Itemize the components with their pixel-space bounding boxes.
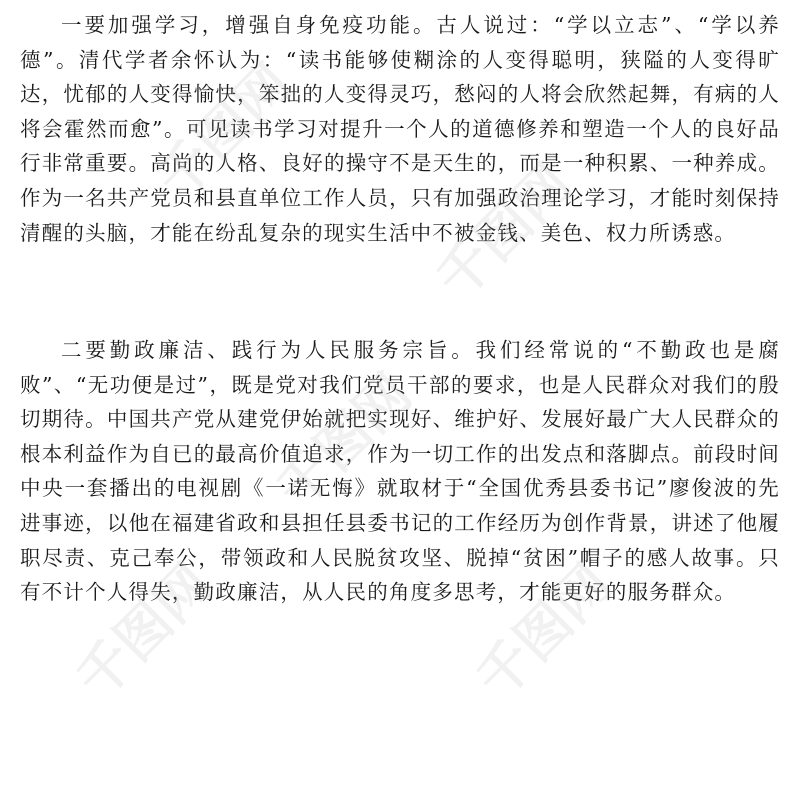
- paragraph-diligence: 二要勤政廉洁、践行为人民服务宗旨。我们经常说的“不勤政也是腐败”、“无功便是过”，既是党对我们党员干部的要求，也是人民群众对我们的殷切期待。中国共产党从建党伊始就把实现好、维护好、发展好最广大人民群众的根本利益作为自已的最高价值追求，作为一切工作的出发点和落脚点。前段时间中央一套播出的电视剧《一诺无悔》就取材于“全国优秀县委书记”廖俊波的先进事迹，以他在福建省政和县担任县委书记的工作经历为创作背景，讲述了他履职尽责、克己奉公，带领政和人民脱贫攻坚、脱掉“贫困”帽子的感人故事。只有不计个人得失，勤政廉洁，从人民的角度多思考，才能更好的服务群众。: [20, 338, 780, 605]
- watermark: 千图网: [64, 551, 224, 711]
- watermark: 千图网: [424, 151, 584, 311]
- watermark: 千图网: [264, 361, 424, 521]
- paragraph-study: 一要加强学习，增强自身免疫功能。古人说过：“学以立志”、“学以养德”。清代学者余怀认为：“读书能够使糊涂的人变得聪明，狭隘的人变得旷达，忧郁的人变得愉快，笨拙的人变得灵巧，愁闷的人将会欣然起舞，有病的人将会霍然而愈”。可见读书学习对提升一个人的道德修养和塑造一个人的良好品行非常重要。高尚的人格、良好的操守不是天生的，而是一种积累、一种养成。作为一名共产党员和县直单位工作人员，只有加强政治理论学习，才能时刻保持清醒的头脑，才能在纷乱复杂的现实生活中不被金钱、美色、权力所诱惑。: [20, 13, 780, 245]
- watermark: 千图网: [144, 51, 304, 211]
- watermark: 千图网: [464, 551, 624, 711]
